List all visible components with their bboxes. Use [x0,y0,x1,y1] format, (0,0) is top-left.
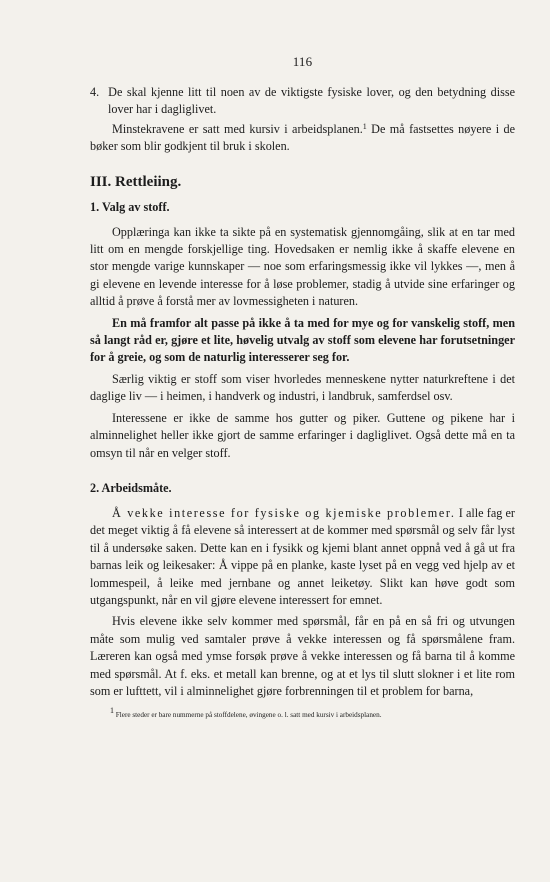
subsection-heading-arbeidsmate: 2. Arbeidsmåte. [90,480,172,495]
requirements-text-cont: De må fastsettes nøyere i de bøker som blir godkjent til bruk i skolen. [90,121,515,154]
section-heading: III. Rettleiing. [90,173,182,190]
paragraph-text: I alle fag er det meget viktig å få elevene så interessert at de kommer med spørsmål og selv får lyst til å undersøke saken. Dette kan en i fysikk og kjemi blant annet oppnå ved å gå ut fra barnas leik og leikesaker: Å vippe på en planke, kaste lyset på en vegg ved hjelp av et lommespeil, å leike med jernbane og annet leiketøy. Slikt kan høve godt som utgangspunkt, når en vil gjøre elevene interessert for emnet. [90,505,515,607]
footnote-ref: 1 [362,121,367,131]
footnote-marker: 1 [110,706,114,716]
footnote-text: Flere steder er bare nummerne på stoffdelene, øvingene o. l. satt med kursiv i arbeidsplanen. [115,711,382,720]
list-item-number: 4. [90,85,100,99]
paragraph: Interessene er ikke de samme hos gutter og piker. Guttene og pikene har i alminnelighet heller ikke gjort de samme erfaringer i dagliglivet. Også dette må en ta omsyn til når en velger stoff. [90,410,515,460]
page-number: 116 [292,54,313,69]
spaced-lead: Å vekke interesse for fysiske og kjemiske problemer. [112,505,456,520]
footnote [110,706,515,720]
paragraph: Særlig viktig er stoff som viser hvorledes menneskene nytter naturkreftene i det daglige liv — i heimen, i handverk og industri, i landbruk, samferdsel osv. [90,371,515,404]
list-item-4 [90,84,515,119]
paragraph [90,505,515,609]
requirements-paragraph [90,121,515,156]
subsection-heading-valg: 1. Valg av stoff. [90,199,170,214]
emphasis-paragraph: En må framfor alt passe på ikke å ta med for mye og for vanskelig stoff, men så langt råd er, gjøre et lite, høvelig utvalg av stoff som elevene har forutsetninger for å greie, og som de naturlig interesserer seg for. [90,315,515,365]
paragraph: Opplæringa kan ikke ta sikte på en systematisk gjennomgåing, slik at en tar med litt om en mengde forskjellige ting. Hovedsaken er nemlig ikke å skaffe elevene en stor mengde varige kunnskaper — noe som erfaringsmessig ikke vil lykkes —, men å gi elevene en levende interesse for å løse problemer, stadig å utvide sine erfaringer og alltid å prøve å forstå mer av lovmessigheten i naturen. [90,224,515,309]
paragraph: Hvis elevene ikke selv kommer med spørsmål, får en på en så fri og utvungen måte som mulig ved samtaler prøve å vekke interessen og få spørsmålene fram. Læreren kan også med ymse forsøk prøve å vekke interessen og få barna til å komme med spørsmål. At f. eks. et metall kan brenne, og at et lys til slutt slokner i et lite rom som er lufttett, vil i alminnelighet gjøre forbrenningen til et problem for barna, [90,614,515,698]
requirements-text: Minstekravene er satt med kursiv i arbeidsplanen. [112,121,363,136]
list-item-text: De skal kjenne litt til noen av de viktigste fysiske lover, og den betydning disse lover har i dagliglivet. [108,85,515,117]
document-page [90,54,515,720]
